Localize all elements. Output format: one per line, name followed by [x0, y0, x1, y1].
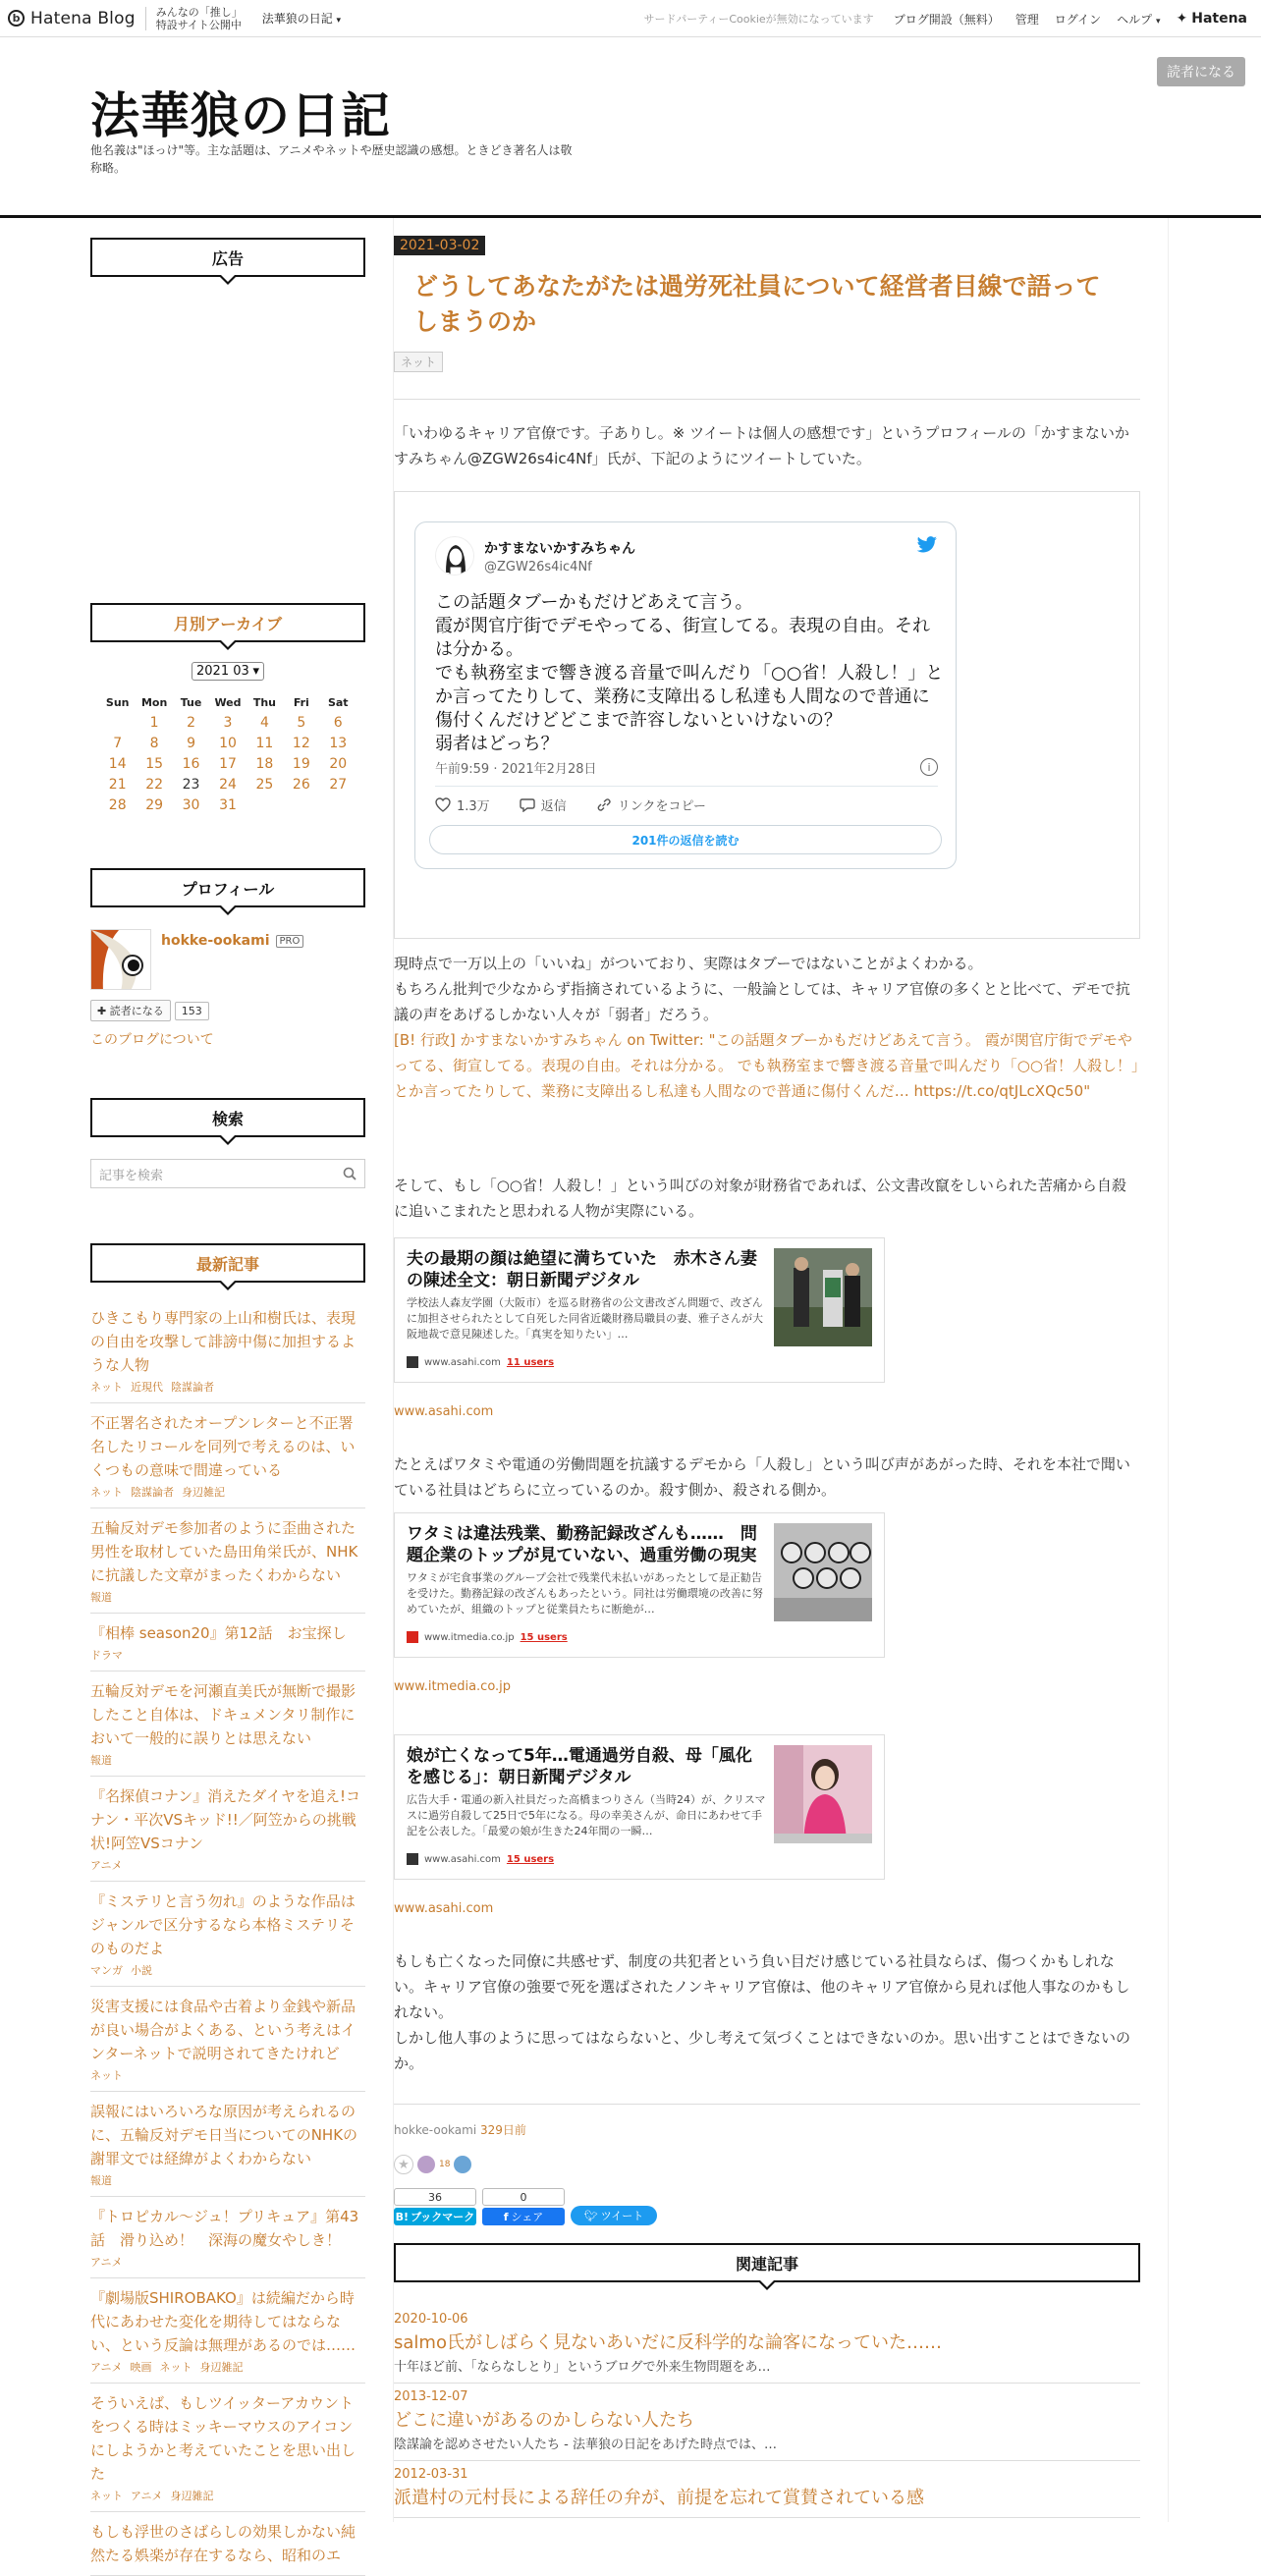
recent-entry-title[interactable]: 五輪反対デモ参加者のように歪曲された男性を取材していた島田角栄氏が、NHKに抗議した文章がまったくわからない [90, 1519, 358, 1584]
recent-entry-tag[interactable]: 身辺雑記 [170, 2490, 214, 2502]
link-icon [596, 797, 612, 812]
tweet-like-button[interactable] [435, 795, 490, 814]
recent-entry-title[interactable]: もしも浮世のさばらしの効果しかない純然たる娯楽が存在するなら、昭和のエ [90, 2523, 356, 2564]
profile-module-title-text: プロフィール [181, 879, 275, 899]
calendar-day[interactable]: 18 [255, 756, 274, 772]
recent-entry-item [90, 1306, 365, 1403]
site-favicon-icon [407, 1631, 418, 1643]
recent-entry-tag[interactable]: ネット [159, 2361, 192, 2374]
add-star-icon[interactable]: ★ [394, 2155, 413, 2174]
embed-domain-link-2[interactable]: www.itmedia.co.jp [394, 1679, 512, 1694]
embed-card-title[interactable]: ワタミは違法残業、勤務記録改ざんも…… 問題企業のトップが見ていない、過重労働の現実 [407, 1524, 757, 1565]
recent-entry-tag[interactable]: 小説 [131, 1964, 152, 1977]
entry-paragraph-1: 「いわゆるキャリア官僚です。子ありし。※ ツイートは個人の感想です」というプロフィールの「かすまないかすみちゃん@ZGW26s4ic4Nf」氏が、下記のようにツイートしていた。 [394, 424, 1129, 467]
hatena-logo[interactable] [1177, 11, 1248, 27]
entry-paragraph-3: そして、もし「○○省！人殺し！」という叫びの対象が財務省であれば、公文書改竄をしいられた苦痛から自殺に追いこまれたと思われる人物が実際にいる。 [394, 1177, 1126, 1220]
recent-entry-tags [90, 1379, 365, 1395]
calendar-day [320, 795, 356, 816]
calendar-day [247, 795, 283, 816]
calendar-day[interactable]: 20 [329, 756, 348, 772]
recent-entry-tag[interactable]: 報道 [90, 2174, 112, 2187]
embed-card-itmedia[interactable] [394, 1512, 885, 1658]
recent-entry-tags [90, 2254, 365, 2270]
pro-badge: PRO [276, 935, 304, 948]
heart-icon [435, 797, 451, 812]
embed-domain-link-1[interactable]: www.asahi.com [394, 1404, 494, 1419]
recent-entry-title[interactable]: 『トロピカル～ジュ！プリキュア』第43話 滑り込め！ 深海の魔女やしき！ [90, 2208, 359, 2249]
embed-card-description: 広告大手・電通の新入社員だった高橋まつりさん（当時24）が、クリスマスに過労自殺して25日で5年になる。母の幸美さんが、命日にあわせて手記を公表した。「最愛の娘が生きた24年間の一瞬… [407, 1793, 766, 1837]
hatena-bookmark-label: ブックマーク [411, 2211, 475, 2223]
search-module [90, 1098, 365, 1188]
tweet-author-name[interactable]: かすまないかすみちゃん [484, 540, 635, 557]
recent-entry-tag[interactable]: ネット [90, 2069, 123, 2082]
global-nav [0, 0, 1261, 37]
bookmark-count[interactable]: 36 [394, 2188, 476, 2206]
cookie-notice: サードパーティーCookieが無効になっています [643, 13, 874, 26]
recent-entry-tag[interactable]: アニメ [90, 2361, 123, 2374]
recent-entry-tags [90, 2488, 365, 2503]
tweet-copy-link-label: リンクをコピー [617, 799, 706, 814]
recent-module-title [90, 1243, 365, 1283]
recent-entry-item [90, 2197, 365, 2278]
entry-paragraph-2b: もちろん批判で少なからず指摘されているように、一般論としては、キャリア官僚の多くとと比べて、デモで抗議の声をあげるしかない人々が「弱者」だろう。 [394, 980, 1130, 1023]
blog-menu[interactable] [262, 10, 341, 27]
calendar-header: Sat [327, 696, 349, 709]
embed-card-site: www.itmedia.co.jp [424, 1631, 515, 1643]
facebook-icon: f [503, 2210, 509, 2223]
related-entry-date: 2020-10-06 [394, 2312, 468, 2327]
subscribe-button-header[interactable]: 読者になる [1157, 57, 1245, 86]
recent-entry-tags [90, 2172, 365, 2188]
plus-icon: ✚ [97, 1005, 107, 1017]
recent-entry-tags [90, 2359, 365, 2375]
tweet-embed [394, 491, 1140, 939]
tweet-reply-label: 返信 [540, 799, 567, 814]
calendar-day[interactable]: 15 [145, 756, 164, 772]
search-input-placeholder: 記事を検索 [99, 1168, 164, 1183]
calendar-day[interactable]: 5 [297, 715, 306, 731]
related-entry-title[interactable]: 派遣村の元村長による辞任の弁が、前提を忘れて賞賛されている感 [394, 2488, 924, 2508]
embed-card-asahi-1[interactable] [394, 1237, 885, 1383]
entry-author-line [394, 2121, 526, 2138]
embed-card-thumbnail [774, 1523, 872, 1621]
help-menu-label: ヘルプ [1117, 12, 1153, 27]
calendar-day[interactable]: 9 [187, 736, 196, 751]
calendar-day[interactable]: 25 [255, 777, 274, 793]
calendar-day[interactable]: 29 [145, 797, 164, 813]
main-content [393, 218, 1169, 2522]
archive-module [90, 603, 365, 816]
recent-entry-title[interactable]: 五輪反対デモを河瀬直美氏が無断で撮影したこと自体は、ドキュメンタリ制作において一般的に誤りとは思えない [90, 1682, 356, 1747]
profile-avatar[interactable] [90, 929, 151, 990]
tweet-copy-link-button[interactable] [596, 795, 706, 814]
calendar-day[interactable]: 2 [187, 715, 196, 731]
recent-entry-tags [90, 1962, 365, 1978]
embed-card-users[interactable]: 15 users [520, 1631, 568, 1643]
twitter-bird-icon[interactable] [916, 536, 938, 554]
tweet-divider [435, 786, 938, 787]
star-count[interactable]: 18 [439, 2160, 451, 2169]
calendar-day[interactable]: 22 [145, 777, 164, 793]
subscribe-button-label: 読者になる [109, 1005, 164, 1017]
tweet-timestamp[interactable]: 午前9:59 · 2021年2月28日 [435, 762, 597, 777]
login-link[interactable]: ログイン [1054, 12, 1102, 27]
recent-entry-tag[interactable]: ネット [90, 2490, 123, 2502]
reply-icon [520, 797, 535, 812]
recent-entry-title[interactable]: 『ミステリと言う勿れ』のような作品はジャンルで区分するなら本格ミステリそのものだよ [90, 1892, 356, 1957]
hatebu-entry-link[interactable]: [B! 行政] かすまないかすみちゃん on Twitter: "この話題タブーかもだけどあえて言う。 霞が関官庁街でデモやってる、街宣してる。表現の自由。それは分かる。 でも執務室まで響き渡る音量で叫んだり「○○省！人殺し！」とか言ってたりして、業務に支障出るし私達も人間なので普通に傷付くんだ… https://t.co/qtJLcXQc50" [394, 1031, 1139, 1100]
entry-footer-divider [394, 2104, 1140, 2105]
related-entry-date: 2012-03-31 [394, 2467, 468, 2482]
calendar-day[interactable]: 4 [259, 715, 269, 731]
archive-calendar [99, 690, 356, 816]
recent-entry-tag[interactable]: 陰謀論者 [171, 1381, 214, 1394]
embed-card-title[interactable]: 娘が亡くなって5年…電通過労自殺、母「風化を感じる」：朝日新聞デジタル [407, 1746, 752, 1787]
search-icon[interactable] [343, 1167, 356, 1180]
related-entry-description: 十年ほど前、「ならなしとり」というブログで外来生物問題をあ… [394, 2360, 771, 2375]
calendar-day[interactable]: 28 [108, 797, 127, 813]
related-entry-date: 2013-12-07 [394, 2389, 468, 2404]
calendar-day[interactable]: 19 [292, 756, 310, 772]
chevron-down-icon: ▾ [1155, 16, 1161, 27]
embed-card-thumbnail [774, 1248, 872, 1346]
calendar-day[interactable]: 11 [255, 736, 274, 751]
embed-card-title[interactable]: 夫の最期の顔は絶望に満ちていた 赤木さん妻の陳述全文：朝日新聞デジタル [407, 1249, 757, 1290]
embed-card-thumbnail [774, 1745, 872, 1843]
site-favicon-icon [407, 1356, 418, 1368]
subscriber-count[interactable]: 153 [175, 1002, 209, 1020]
profile-module [90, 868, 365, 1049]
entry-divider [394, 399, 1140, 400]
ad-module-title [90, 238, 365, 277]
entry-paragraph-4: たとえばワタミや電通の労働問題を抗議するデモから「人殺し」という叫び声があがった時、それを本社で聞いている社員はどちらに立っているのか。殺す側か、殺される側か。 [394, 1455, 1130, 1499]
recent-entry-tag[interactable]: アニメ [90, 2256, 123, 2269]
recent-entry-tag[interactable]: アニメ [90, 1859, 123, 1872]
embed-domain-link-3-visible[interactable]: www.asahi.com [394, 1901, 494, 1916]
recent-entry-tag[interactable]: ドラマ [90, 1649, 123, 1662]
related-entry-item [394, 2461, 1140, 2518]
tweet-text: この話題タブーかもだけどあえて言う。 霞が関官庁街でデモやってる、街宣してる。表現の自由。それは分かる。 でも執務室まで響き渡る音量で叫んだり「○○省！人殺し！」とか言ってたりして、業務に支障出るし私達も人間なので普通に傷付くんだけどどこまで許容しないといけないの？ 弱者はどっち？ [435, 592, 944, 754]
recent-entry-title[interactable]: 『相棒 season20』第12話 お宝探し [90, 1624, 347, 1642]
twitter-bird-icon: 🐦︎ [583, 2209, 598, 2222]
recent-entry-item [90, 1777, 365, 1882]
recent-entry-tag[interactable]: 報道 [90, 1754, 112, 1767]
recent-entry-item [90, 1672, 365, 1777]
calendar-day[interactable]: 3 [223, 715, 233, 731]
calendar-day[interactable]: 13 [329, 736, 348, 751]
calendar-day[interactable]: 16 [182, 756, 200, 772]
promo-line1: みんなの「推し」 [155, 5, 243, 19]
entry-paragraph-5b: しかし他人事のように思ってはならないと、少し考えて気づくことはできないのか。思い出すことはできないのか。 [394, 2029, 1131, 2072]
entry-paragraph-5a: もしも亡くなった同僚に共感せず、制度の共犯者という負い目だけ感じている社員ならば、傷つくかもしれない。キャリア官僚の強要で死を選ばされたノンキャリア官僚は、他のキャリア官僚から見れば他人事なのかもしれない。 [394, 1952, 1130, 2021]
recent-entry-title[interactable]: そういえば、もしツイッターアカウントをつくる時はミッキーマウスのアイコンにしようかと考えていたことを思い出した [90, 2394, 356, 2483]
tweet-reply-button[interactable] [520, 795, 567, 814]
about-blog-link[interactable]: このブログについて [90, 1032, 214, 1048]
recent-entry-tags [90, 1589, 365, 1605]
recent-entry-tags [90, 1857, 365, 1873]
twitter-tweet-button[interactable] [571, 2206, 657, 2225]
site-favicon-icon [407, 1853, 418, 1865]
hatena-blog-logo-icon: b [8, 10, 25, 27]
recent-entry-title[interactable]: 不正署名されたオープンレターと不正署名したリコールを同列で考えるのは、いくつもの意味で間違っている [90, 1414, 356, 1479]
recent-entries-module [90, 1243, 365, 2576]
recent-entry-tags [90, 1752, 365, 1768]
entry-paragraph-2-link [394, 1027, 1140, 1104]
blog-title[interactable]: 法華狼の日記 [90, 87, 391, 144]
profile-module-title [90, 868, 365, 907]
archive-module-title [90, 603, 365, 642]
archive-month-value: 2021 03 [196, 664, 249, 679]
calendar-day[interactable]: 12 [292, 736, 310, 751]
recent-entry-tags [90, 2067, 365, 2083]
blog-header [0, 37, 1261, 218]
related-module-title [394, 2243, 1140, 2282]
recent-entries-list [90, 1306, 365, 2576]
recent-entry-item [90, 1882, 365, 1987]
nav-separator [145, 7, 146, 30]
recent-entry-tags [90, 1647, 365, 1663]
manage-link[interactable]: 管理 [1014, 12, 1039, 27]
embed-card-users[interactable]: 15 users [506, 1853, 555, 1865]
profile-name-link[interactable]: hokke-ookami [161, 933, 270, 949]
calendar-day [283, 795, 319, 816]
facebook-share-label: シェア [511, 2211, 544, 2223]
ad-module-title-text: 広告 [211, 248, 244, 268]
recent-entry-item [90, 1403, 365, 1508]
archive-module-title-text: 月別アーカイブ [173, 614, 283, 633]
related-entry-item [394, 2306, 1140, 2384]
recent-entry-item [90, 1987, 365, 2092]
related-entry-title[interactable]: どこに違いがあるのかしらない人たち [394, 2410, 694, 2431]
calendar-day[interactable]: 10 [219, 736, 237, 751]
hatena-blog-logo[interactable] [8, 9, 136, 28]
tweet-author-handle[interactable]: @ZGW26s4ic4Nf [484, 559, 592, 575]
recent-entry-tag[interactable]: 身辺雑記 [182, 1486, 225, 1499]
calendar-header: Wed [214, 696, 242, 709]
calendar-day[interactable]: 31 [219, 797, 237, 813]
embed-card-asahi-2[interactable] [394, 1734, 885, 1880]
archive-month-select[interactable] [192, 662, 264, 681]
calendar-day[interactable]: 6 [333, 715, 343, 731]
entry-author[interactable]: hokke-ookami [394, 2123, 477, 2137]
recent-entry-tags [90, 1484, 365, 1500]
blog-description: 他名義は"ほっけ"等。主な話題は、アニメやネットや歴史認識の感想。ときどき著名人は敬称略。 [90, 143, 573, 175]
recent-entry-tag[interactable]: アニメ [131, 2490, 163, 2502]
related-entries-module [394, 2243, 1140, 2518]
subscribe-button-sidebar[interactable] [90, 1000, 171, 1021]
recent-entry-tag[interactable]: ネット [90, 1381, 123, 1394]
recent-entry-title[interactable]: ひきこもり専門家の上山和樹氏は、表現の自由を攻撃して誹謗中傷に加担するような人物 [90, 1309, 356, 1374]
recent-entry-item [90, 2384, 365, 2512]
search-input[interactable] [90, 1159, 365, 1188]
star-user-avatar[interactable] [417, 2156, 435, 2173]
blog-menu-label: 法華狼の日記 [261, 12, 333, 26]
recent-entry-tag[interactable]: ネット [90, 1486, 123, 1499]
recent-entry-tag[interactable]: 陰謀論者 [131, 1486, 174, 1499]
calendar-day[interactable]: 30 [182, 797, 200, 813]
calendar-day[interactable]: 8 [149, 736, 159, 751]
calendar-day[interactable]: 27 [329, 777, 348, 793]
tweet-avatar[interactable] [435, 536, 474, 575]
recent-entry-item [90, 2092, 365, 2197]
calendar-day[interactable]: 26 [292, 777, 310, 793]
recent-entry-item [90, 1614, 365, 1672]
embed-card-description: 学校法人森友学園（大阪市）を巡る財務省の公文書改ざん問題で、改ざんに加担させられたとして自死した同省近畿財務局職員の妻、雅子さんが大阪地裁で意見陳述した。「真実を知りたい」… [407, 1296, 763, 1341]
search-module-title-text: 検索 [211, 1109, 244, 1128]
recent-entry-tag[interactable]: 身辺雑記 [199, 2361, 244, 2374]
entry-title[interactable]: どうしてあなたがたは過労死社員について経営者目線で語ってしまうのか [413, 272, 1101, 336]
calendar-header: Mon [140, 696, 168, 709]
calendar-day [99, 713, 136, 734]
star-row [394, 2155, 471, 2174]
related-module-title-text: 関連記事 [735, 2254, 798, 2274]
calendar-header: Sun [105, 696, 130, 709]
hatena-mark-icon: ✦ [1176, 11, 1188, 27]
embed-card-site: www.asahi.com [424, 1356, 501, 1368]
calendar-day[interactable]: 24 [219, 777, 237, 793]
recent-module-title-text: 最新記事 [195, 1254, 259, 1274]
embed-card-users[interactable]: 11 users [506, 1356, 555, 1368]
calendar-day[interactable]: 17 [219, 756, 237, 772]
calendar-day[interactable]: 1 [149, 715, 159, 731]
calendar-header: Thu [252, 696, 276, 709]
recent-entry-tag[interactable]: マンガ [90, 1964, 123, 1977]
embed-card-description: ワタミが宅食事業のグループ会社で残業代未払いがあったとして是正勧告を受けた。勤務記録の改ざんもあったという。同社は労働環境の改善に努めていたが、組織のトップと従業員たちに断絶が… [407, 1571, 763, 1616]
hatena-bookmark-button[interactable] [394, 2208, 476, 2225]
entry-category[interactable]: ネット [394, 352, 443, 372]
share-count[interactable]: 0 [482, 2188, 565, 2206]
search-module-title [90, 1098, 365, 1137]
promo-line2: 特設サイト公開中 [155, 18, 242, 31]
info-icon[interactable]: i [920, 758, 938, 776]
chevron-down-icon: ▾ [336, 16, 342, 26]
ad-module [90, 238, 365, 277]
calendar-day[interactable]: 14 [108, 756, 127, 772]
entry-paragraph-2a: 現時点で一万以上の「いいね」がついており、実際はタブーではないことがよくわかる。 [394, 955, 983, 972]
recent-entry-tag[interactable]: 近現代 [131, 1381, 163, 1394]
hatena-bookmark-icon: B! [395, 2210, 410, 2223]
star-user-avatar[interactable] [454, 2156, 471, 2173]
recent-entry-item [90, 1508, 365, 1614]
help-menu[interactable] [1117, 11, 1160, 27]
recent-entry-title[interactable]: 『名探偵コナン』消えたダイヤを追え!コナン・平次VSキッド!!／阿笠からの挑戦状!阿笠VSコナン [90, 1787, 360, 1852]
related-entry-item [394, 2384, 1140, 2461]
calendar-day[interactable]: 7 [113, 736, 123, 751]
tweet-card[interactable] [414, 521, 957, 869]
calendar-header: Fri [293, 696, 309, 709]
recent-entry-tag[interactable]: 報道 [90, 1591, 112, 1604]
calendar-day[interactable]: 21 [108, 777, 127, 793]
calendar-header: Tue [180, 696, 202, 709]
recent-entry-title[interactable]: 災害支援には食品や古着より金銭や新品が良い場合がよくある、という考えはインターネットで説明されてきたけれど [90, 1998, 356, 2062]
recent-entry-tag[interactable]: 映画 [130, 2361, 152, 2374]
recent-entry-item [90, 2278, 365, 2384]
tweet-like-count: 1.3万 [457, 799, 490, 814]
related-entries-list [394, 2306, 1140, 2518]
read-replies-button[interactable]: 201件の返信を読む [429, 825, 942, 854]
share-buttons [394, 2188, 657, 2225]
related-entry-title[interactable]: salmo氏がしばらく見ないあいだに反科学的な論客になっていた…… [394, 2332, 942, 2353]
hatena-logo-text: Hatena [1191, 11, 1247, 27]
calendar-day[interactable]: 23 [182, 777, 200, 793]
related-entry-description: 陰謀論を認めさせたい人たち - 法華狼の日記をあげた時点では、… [394, 2438, 777, 2452]
chevron-down-icon: ▾ [252, 664, 259, 679]
promo-banner[interactable] [156, 6, 243, 31]
facebook-share-button[interactable] [482, 2208, 565, 2225]
hatena-blog-logo-text: Hatena Blog [30, 8, 136, 28]
recent-entry-title[interactable]: 『劇場版SHIROBAKO』は続編だから時代にあわせた変化を期待してはならない、という反論は無理があるのでは…… [90, 2289, 356, 2354]
entry-days-ago[interactable]: 329日前 [479, 2123, 526, 2137]
twitter-tweet-label: ツイート [600, 2210, 644, 2222]
embed-card-site: www.asahi.com [424, 1853, 501, 1865]
entry-date[interactable]: 2021-03-02 [394, 236, 485, 255]
recent-entry-title[interactable]: 誤報にはいろいろな原因が考えられるのに、五輪反対デモ日当についてのNHKの謝罪文では経緯がよくわからない [90, 2103, 358, 2167]
open-blog-link[interactable]: ブログ開設（無料） [893, 12, 1000, 27]
